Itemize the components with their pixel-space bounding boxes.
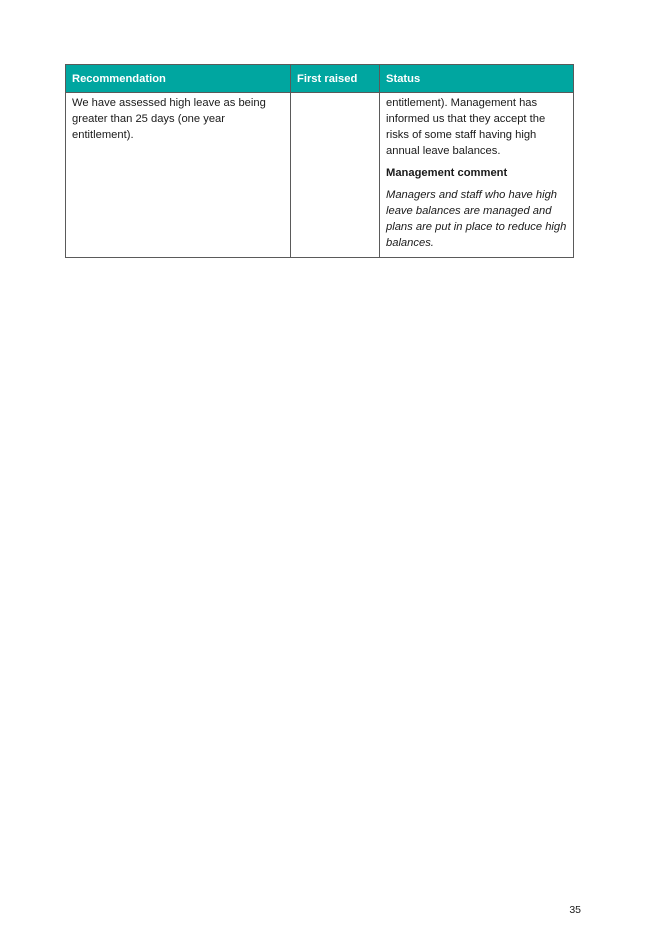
recommendation-column-header: Recommendation [66,65,291,93]
management-comment-heading: Management comment [386,167,508,179]
status-text: entitlement). Management has informed us that they accept the risks of some staff having high annual leave balances. [386,97,546,157]
recommendation-cell: We have assessed high leave as being greater than 25 days (one year entitlement). [66,93,291,258]
table-row [66,93,574,258]
recommendation-table [65,64,574,258]
first-raised-cell [291,93,380,258]
page-number: 35 [569,904,581,916]
status-cell [380,93,574,258]
table-header-row [66,65,574,93]
first-raised-column-header: First raised [291,65,380,93]
status-column-header: Status [380,65,574,93]
management-comment-text: Managers and staff who have high leave balances are managed and plans are put in place to reduce high balances. [386,189,567,249]
